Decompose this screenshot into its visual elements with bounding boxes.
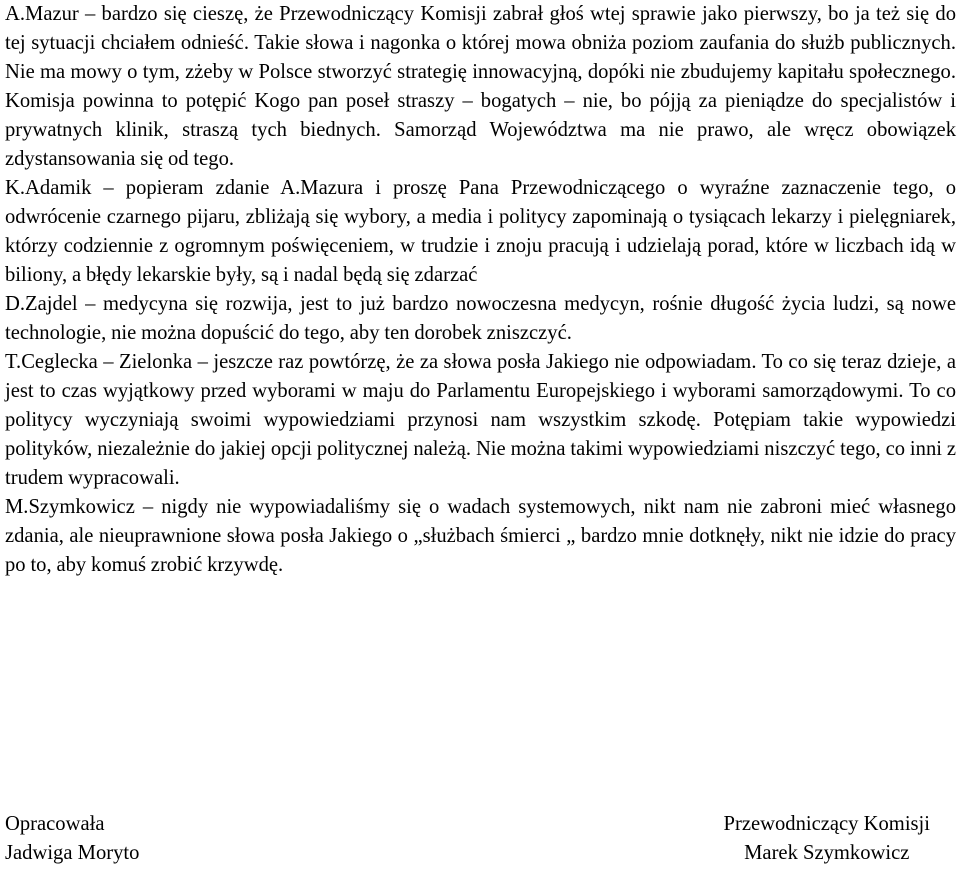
paragraph-zajdel: D.Zajdel – medycyna się rozwija, jest to już bardzo nowoczesna medycyn, rośnie długość życia ludzi, są nowe technologie, nie można dopuścić do tego, aby ten dorobek zniszczyć. [5,293,956,344]
prepared-by-role: Opracowała [5,813,105,835]
prepared-by-name: Jadwiga Moryto [5,842,140,864]
prepared-by-signature [5,810,139,868]
document-body [5,0,956,580]
paragraph-szymkowicz: M.Szymkowicz – nigdy nie wypowiadaliśmy się o wadach systemowych, nikt nam nie zabroni mieć własnego zdania, ale nieuprawnione słowa posła Jakiego o „służbach śmierci „ bardzo mnie dotknęły, nikt nie idzie do pracy po to, aby komuś zrobić krzywdę. [5,496,956,576]
chairman-signature [724,810,930,868]
paragraph-ceglecka: T.Ceglecka – Zielonka – jeszcze raz powtórzę, że za słowa posła Jakiego nie odpowiadam. To co się teraz dzieje, a jest to czas wyjątkowy przed wyborami w maju do Parlamentu Europejskiego i wyborami samorządowymi. To co politycy wyczyniają swoimi wypowiedziami przynosi nam wszystkim szkodę. Potępiam takie wypowiedzi polityków, niezależnie do jakiej opcji politycznej należą. Nie można takimi wypowiedziami niszczyć tego, co inni z trudem wypracowali. [5,351,956,489]
chairman-name: Marek Szymkowicz [744,842,910,864]
chairman-role: Przewodniczący Komisji [723,813,930,835]
paragraph-adamik: K.Adamik – popieram zdanie A.Mazura i proszę Pana Przewodniczącego o wyraźne zaznaczenie tego, o odwrócenie czarnego pijaru, zbliżają się wybory, a media i politycy zapominają o tysiącach lekarzy i pielęgniarek, którzy codziennie z ogromnym poświęceniem, w trudzie i znoju pracują i udzielają porad, które w liczbach idą w biliony, a błędy lekarskie były, są i nadal będą się zdarzać [5,177,956,286]
paragraph-mazur: A.Mazur – bardzo się cieszę, że Przewodniczący Komisji zabrał głoś wtej sprawie jako pierwszy, bo ja też się do tej sytuacji chciałem odnieść. Takie słowa i nagonka o której mowa obniża poziom zaufania do służb publicznych. Nie ma mowy o tym, zżeby w Polsce stworzyć strategię innowacyjną, dopóki nie zbudujemy kapitału społecznego. Komisja powinna to potępić Kogo pan poseł straszy – bogatych – nie, bo pójją za pieniądze do specjalistów i prywatnych klinik, straszą tych biednych. Samorząd Województwa ma nie prawo, ale wręcz obowiązek zdystansowania się od tego. [5,3,956,170]
